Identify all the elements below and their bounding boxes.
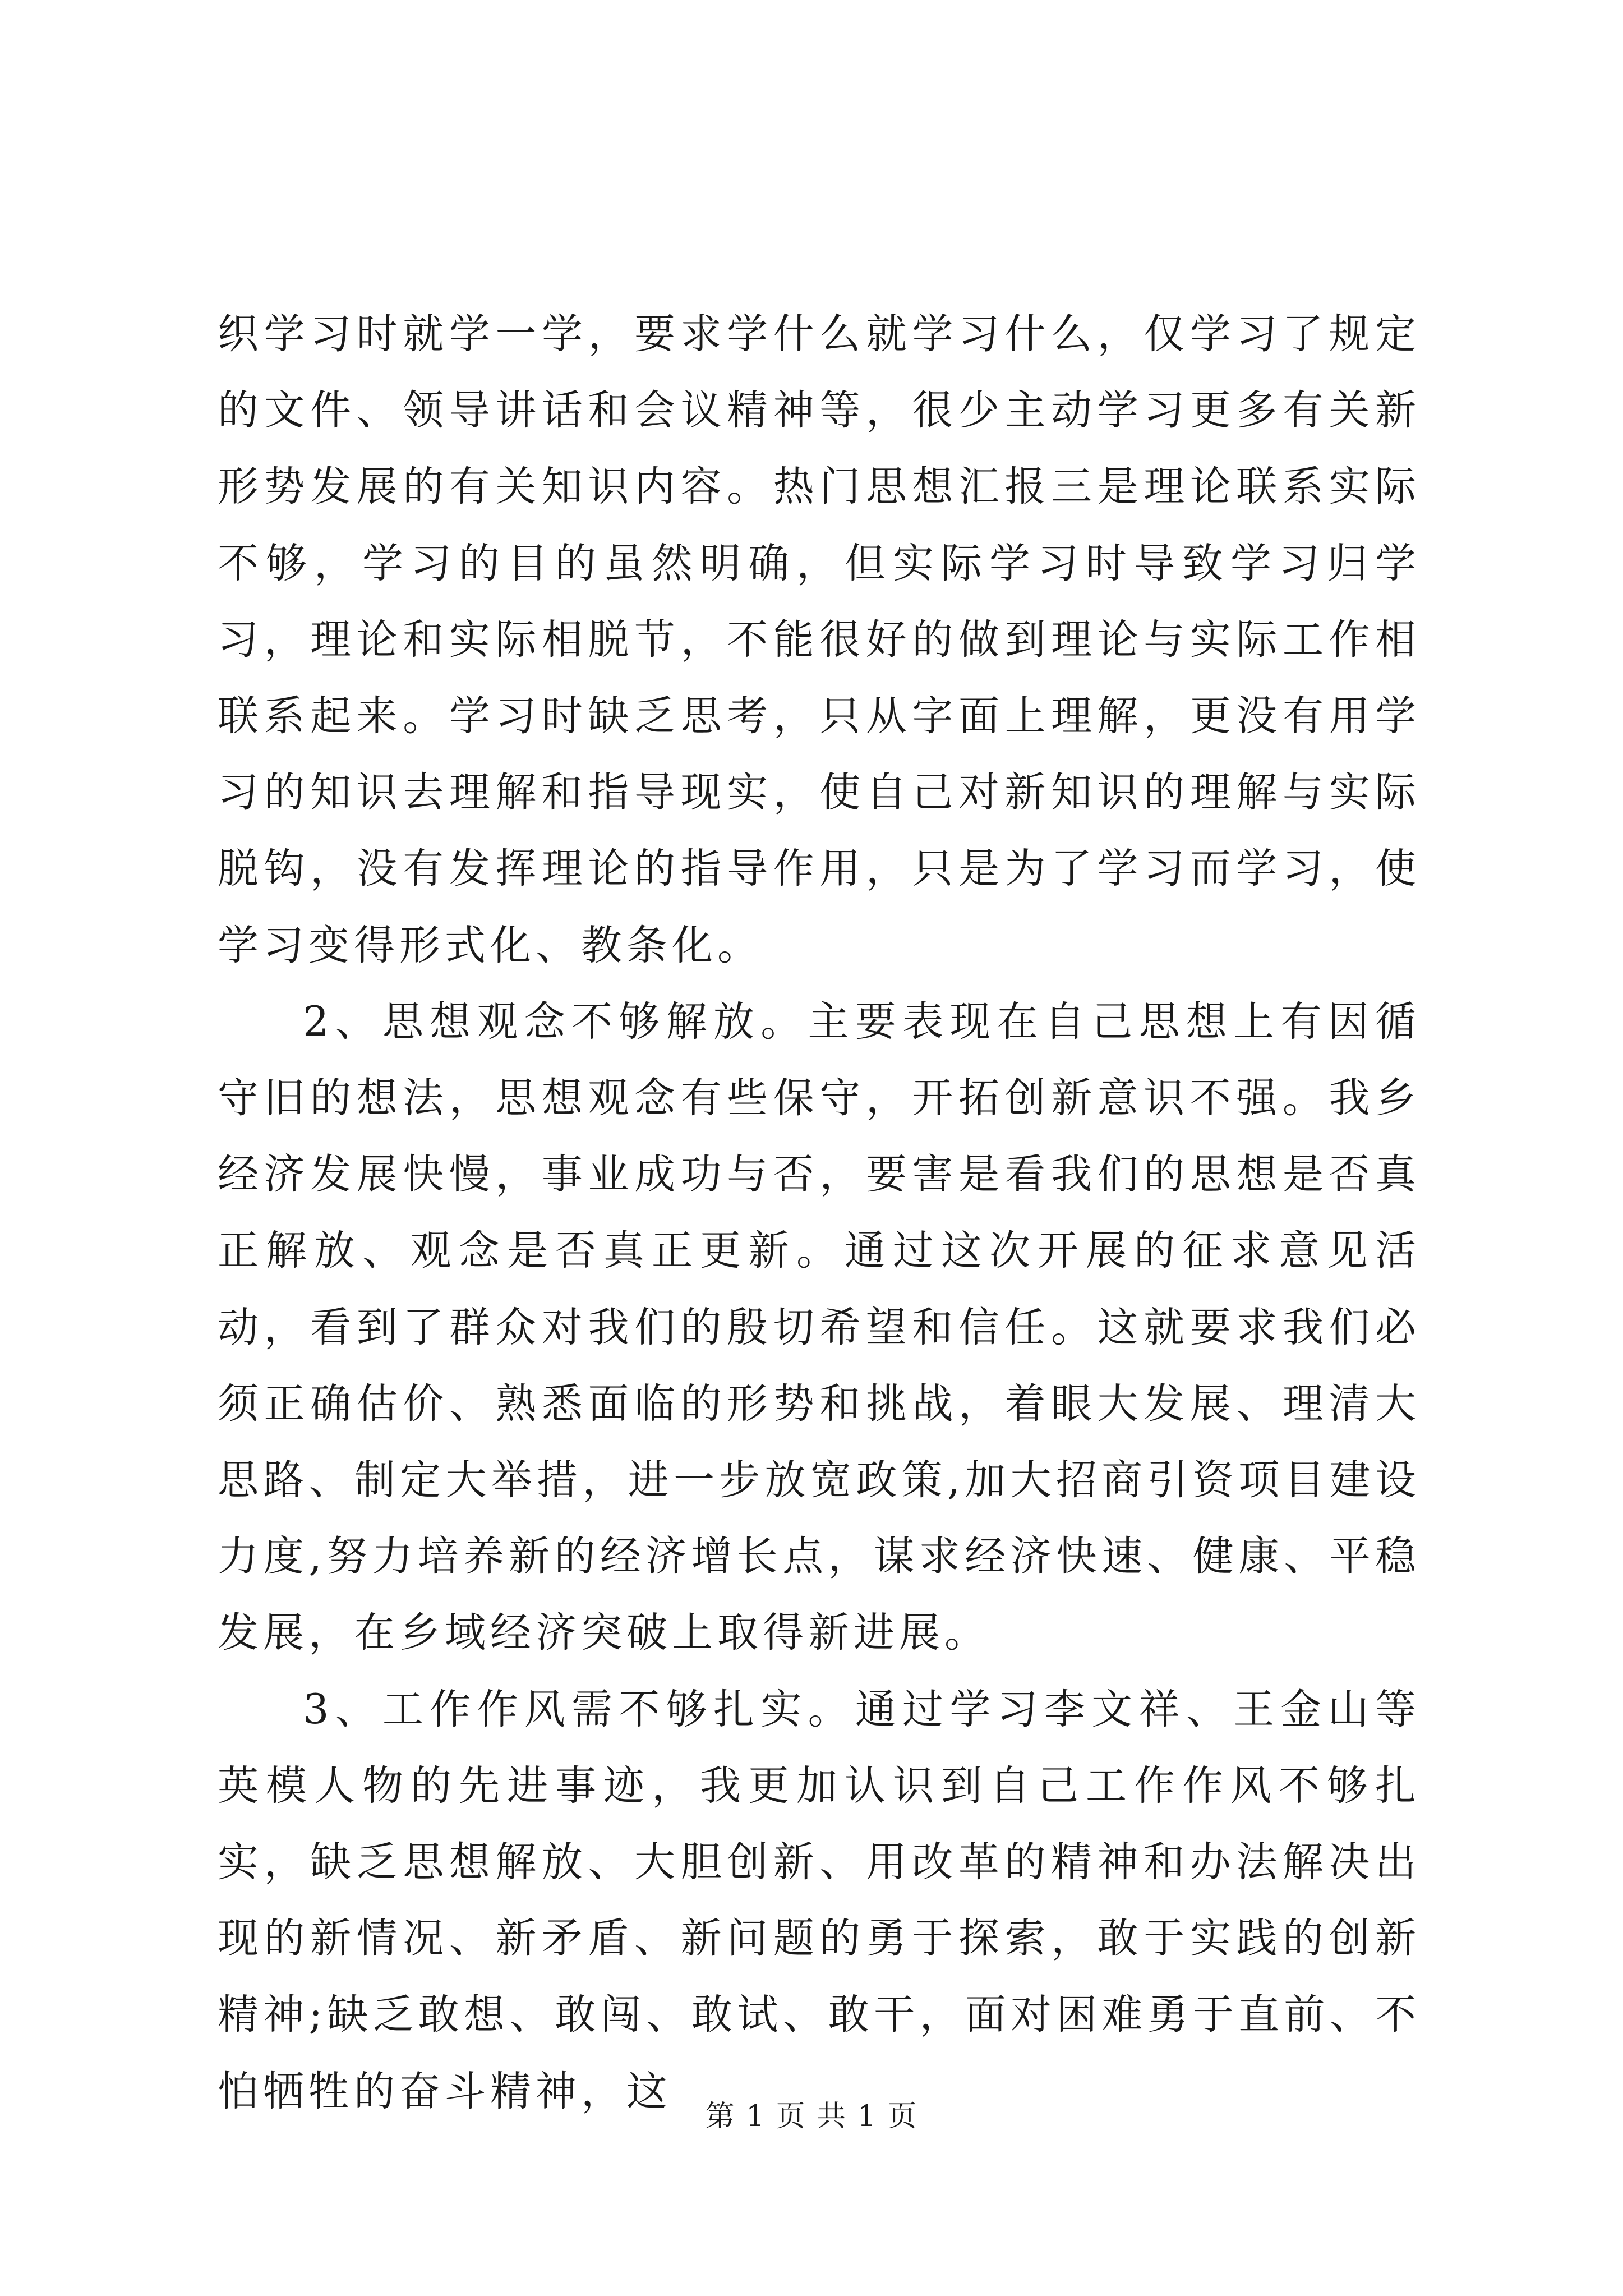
page-footer: 第 1 页 共 1 页 — [705, 2100, 918, 2133]
paragraph-1: 织学习时就学一学，要求学什么就学习什么，仅学习了规定的文件、领导讲话和会议精神等，很少主动学习更多有关新形势发展的有关知识内容。热门思想汇报三是理论联系实际不够，学习的目的虽然明确，但实际学习时导致学习归学习，理论和实际相脱节，不能很好的做到理论与实际工作相联系起来。学习时缺乏思考，只从字面上理解，更没有用学习的知识去理解和指导现实，使自己对新知识的理解与实际脱钩，没有发挥理论的指导作用，只是为了学习而学习，使学习变得形式化、教条化。 — [218, 310, 1421, 969]
body-text — [218, 296, 1421, 2130]
paragraph-3: 3、工作作风需不够扎实。通过学习李文祥、王金山等英模人物的先进事迹，我更加认识到自己工作作风不够扎实，缺乏思想解放、大胆创新、用改革的精神和办法解决出现的新情况、新矛盾、新问题的勇于探索，敢于实践的创新精神;缺乏敢想、敢闯、敢试、敢干，面对困难勇于直前、不怕牺牲的奋斗精神，这 — [218, 1685, 1421, 2115]
paragraph-2: 2、思想观念不够解放。主要表现在自己思想上有因循守旧的想法，思想观念有些保守，开拓创新意识不强。我乡经济发展快慢，事业成功与否，要害是看我们的思想是否真正解放、观念是否真正更新。通过这次开展的征求意见活动，看到了群众对我们的殷切希望和信任。这就要求我们必须正确估价、熟悉面临的形势和挑战，着眼大发展、理清大思路、制定大举措，进一步放宽政策,加大招商引资项目建设力度,努力培养新的经济增长点，谋求经济快速、健康、平稳发展，在乡域经济突破上取得新进展。 — [218, 997, 1421, 1657]
